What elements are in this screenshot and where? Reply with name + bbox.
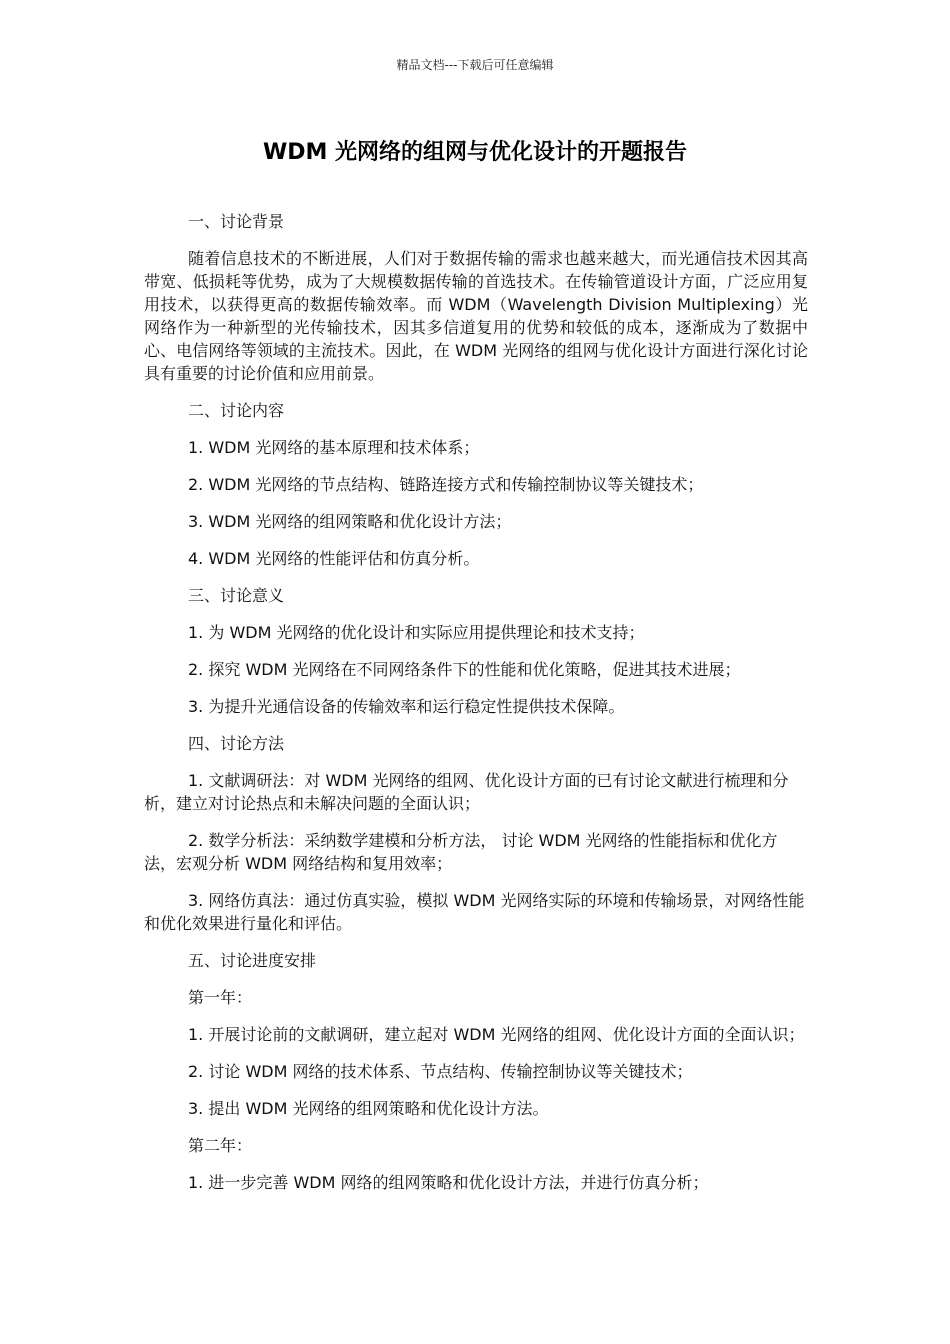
- schedule-item: 1. 进一步完善 WDM 网络的组网策略和优化设计方法，并进行仿真分析；: [188, 1173, 709, 1192]
- content-item: 3. WDM 光网络的组网策略和优化设计方法；: [188, 512, 512, 531]
- document-title: WDM 光网络的组网与优化设计的开题报告: [262, 140, 688, 165]
- schedule-item: 1. 开展讨论前的文献调研，建立起对 WDM 光网络的组网、优化设计方面的全面认识；: [188, 1025, 805, 1044]
- section-heading-background: 一、讨论背景: [188, 212, 285, 231]
- section-heading-methods: 四、讨论方法: [188, 734, 285, 753]
- header-note: 精品文档---下载后可任意编辑: [396, 58, 554, 72]
- background-paragraph: 随着信息技术的不断进展，人们对于数据传输的需求也越来越大，而光通信技术因其高带宽、低损耗等优势，成为了大规模数据传输的首选技术。在传输管道设计方面，广泛应用复用技术，以获得更高的数据传输效率。而 WDM（Wavelength Division Multiplexing）光网络作为一种新型的光传输技术，因其多信道复用的优势和较低的成本，逐渐成为了数据中心、电信网络等领域的主流技术。因此，在 WDM 光网络的组网与优化设计方面进行深化讨论具有重要的讨论价值和应用前景。: [144, 249, 808, 383]
- method-item: 3. 网络仿真法：通过仿真实验，模拟 WDM 光网络实际的环境和传输场景，对网络性能和优化效果进行量化和评估。: [144, 891, 805, 933]
- method-item: 1. 文献调研法：对 WDM 光网络的组网、优化设计方面的已有讨论文献进行梳理和分析，建立对讨论热点和未解决问题的全面认识；: [144, 771, 789, 813]
- schedule-item: 2. 讨论 WDM 网络的技术体系、节点结构、传输控制协议等关键技术；: [188, 1062, 693, 1081]
- section-heading-significance: 三、讨论意义: [188, 586, 285, 605]
- document-body: [144, 210, 808, 1208]
- significance-item: 3. 为提升光通信设备的传输效率和运行稳定性提供技术保障。: [188, 697, 625, 716]
- content-item: 4. WDM 光网络的性能评估和仿真分析。: [188, 549, 480, 568]
- section-heading-content: 二、讨论内容: [188, 401, 285, 420]
- schedule-item: 3. 提出 WDM 光网络的组网策略和优化设计方法。: [188, 1099, 549, 1118]
- content-item: 1. WDM 光网络的基本原理和技术体系；: [188, 438, 480, 457]
- significance-item: 1. 为 WDM 光网络的优化设计和实际应用提供理论和技术支持；: [188, 623, 645, 642]
- schedule-year-label: 第一年：: [188, 988, 253, 1007]
- section-heading-schedule: 五、讨论进度安排: [188, 951, 317, 970]
- schedule-year-label: 第二年：: [188, 1136, 253, 1155]
- content-item: 2. WDM 光网络的节点结构、链路连接方式和传输控制协议等关键技术；: [188, 475, 704, 494]
- significance-item: 2. 探究 WDM 光网络在不同网络条件下的性能和优化策略，促进其技术进展；: [188, 660, 741, 679]
- method-item: 2. 数学分析法：采纳数学建模和分析方法， 讨论 WDM 光网络的性能指标和优化方法，宏观分析 WDM 网络结构和复用效率；: [144, 831, 778, 873]
